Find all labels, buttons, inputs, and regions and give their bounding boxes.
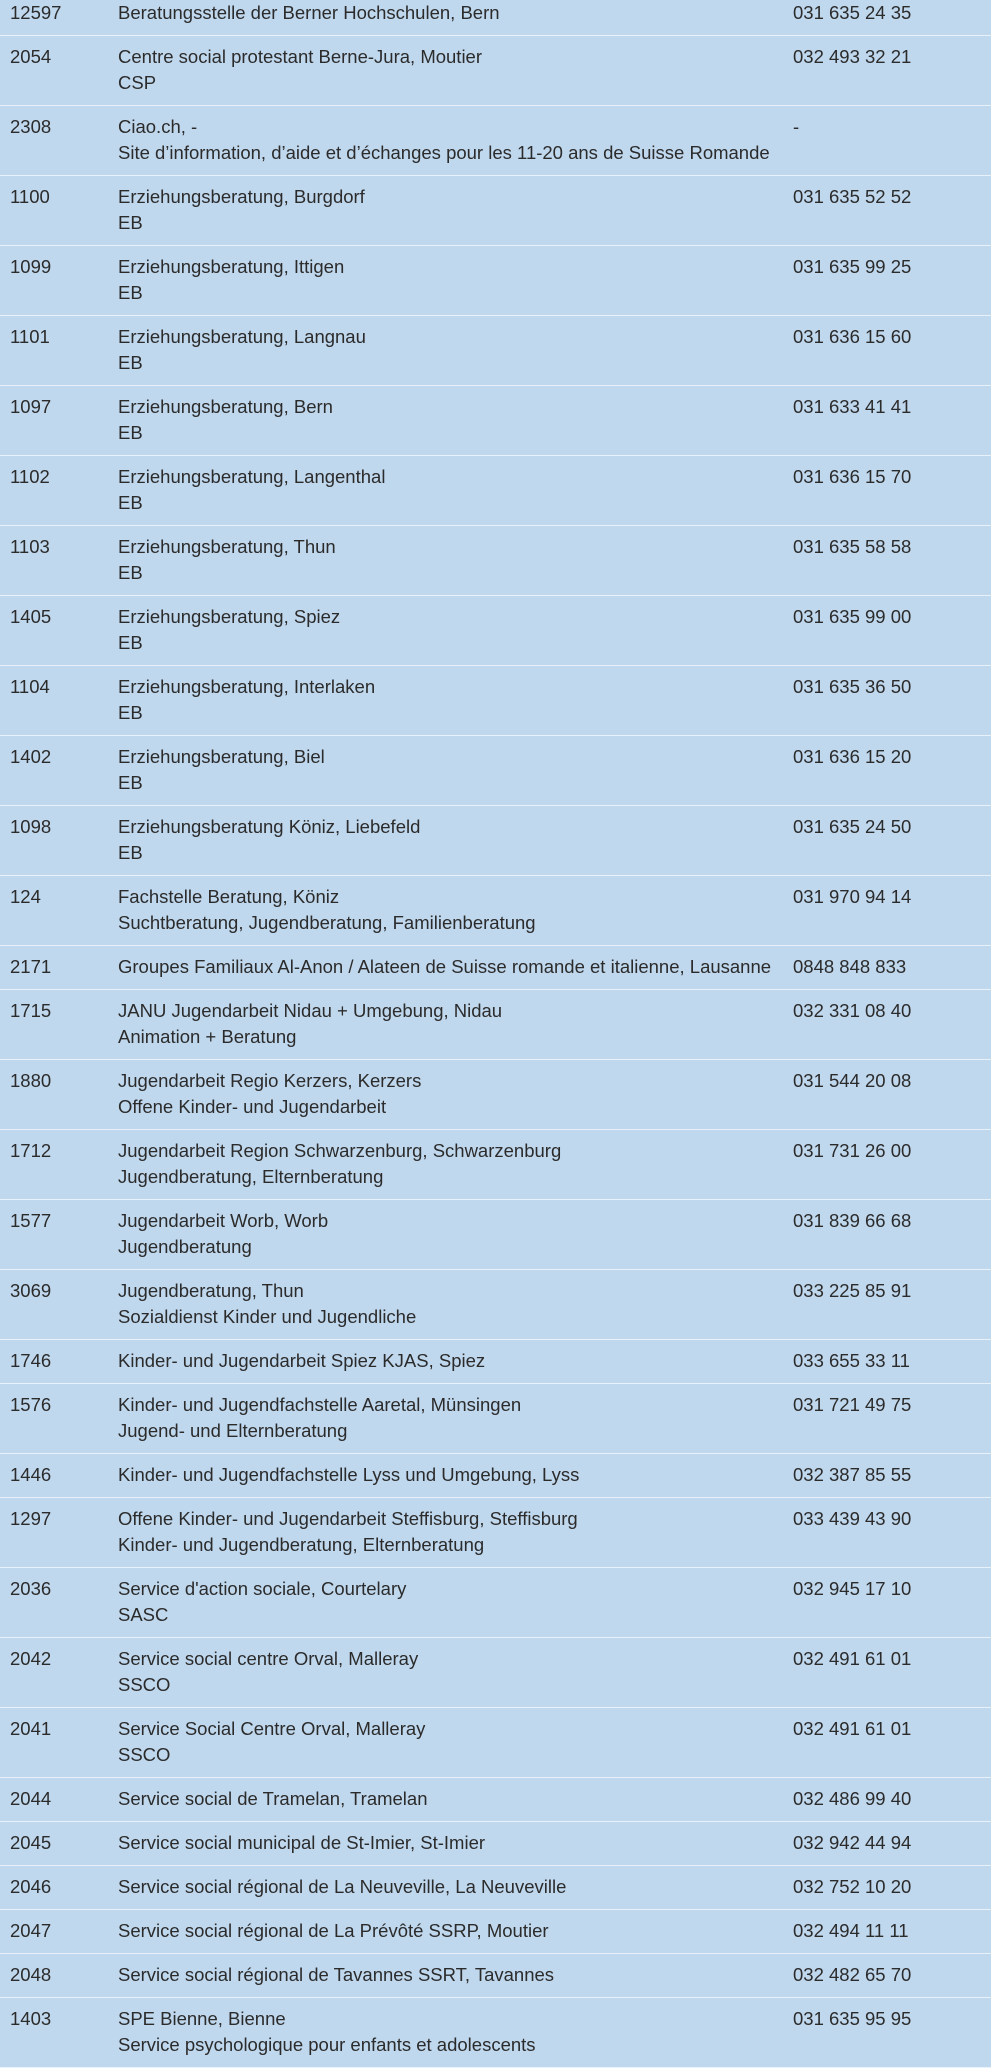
entry-name[interactable]: Jugendarbeit Regio Kerzers, Kerzers [118, 1070, 422, 1091]
entry-description: Kinder- und Jugendberatung, Elternberatung [118, 1534, 485, 1555]
entry-id: 2308 [0, 106, 118, 176]
table-row[interactable] [0, 1498, 991, 1568]
entry-name[interactable]: Centre social protestant Berne-Jura, Moutier [118, 46, 483, 67]
entry-name[interactable]: Service Social Centre Orval, Malleray [118, 1718, 426, 1739]
entry-name[interactable]: Erziehungsberatung, Biel [118, 746, 325, 767]
table-row[interactable] [0, 990, 991, 1060]
entry-id: 1880 [0, 1060, 118, 1130]
table-row[interactable] [0, 1270, 991, 1340]
entry-phone[interactable]: 031 635 24 35 [793, 0, 991, 36]
entry-description: SSCO [118, 1744, 171, 1765]
entry-name-cell [118, 526, 793, 596]
entry-description: EB [118, 702, 143, 723]
table-row[interactable] [0, 666, 991, 736]
entry-name-cell [118, 1060, 793, 1130]
entry-id: 2044 [0, 1778, 118, 1822]
entry-id: 1446 [0, 1454, 118, 1498]
table-row[interactable] [0, 456, 991, 526]
entry-name-cell [118, 1866, 793, 1910]
entry-name-cell [118, 456, 793, 526]
entry-phone[interactable]: 031 970 94 14 [793, 876, 991, 946]
entry-name-cell [118, 946, 793, 990]
entry-phone[interactable]: 031 839 66 68 [793, 1200, 991, 1270]
entry-name[interactable]: Service d'action sociale, Courtelary [118, 1578, 407, 1599]
entry-name[interactable]: Erziehungsberatung, Langnau [118, 326, 366, 347]
entry-name-cell [118, 176, 793, 246]
entry-phone[interactable]: 031 635 99 25 [793, 246, 991, 316]
entry-phone[interactable]: 032 486 99 40 [793, 1778, 991, 1822]
entry-phone[interactable]: 031 635 24 50 [793, 806, 991, 876]
entry-id: 1577 [0, 1200, 118, 1270]
table-row[interactable] [0, 1910, 991, 1954]
entry-name-cell [118, 1270, 793, 1340]
entry-description: Service psychologique pour enfants et adolescents [118, 2034, 536, 2055]
entry-description: SSCO [118, 1674, 171, 1695]
entry-description: CSP [118, 72, 157, 93]
entry-id: 1403 [0, 1998, 118, 2068]
entry-id: 2041 [0, 1708, 118, 1778]
entry-description: EB [118, 282, 143, 303]
table-row[interactable] [0, 1060, 991, 1130]
entry-phone[interactable]: 032 491 61 01 [793, 1708, 991, 1778]
entry-name[interactable]: Jugendarbeit Region Schwarzenburg, Schwarzenburg [118, 1140, 562, 1161]
entry-id: 1402 [0, 736, 118, 806]
entry-phone[interactable]: 031 636 15 70 [793, 456, 991, 526]
table-row[interactable] [0, 1340, 991, 1384]
entry-name[interactable]: Groupes Familiaux Al-Anon / Alateen de Suisse romande et italienne, Lausanne [118, 956, 772, 977]
entry-phone[interactable]: 032 331 08 40 [793, 990, 991, 1060]
entry-name[interactable]: Erziehungsberatung, Spiez [118, 606, 341, 627]
entry-phone[interactable]: 031 635 95 95 [793, 1998, 991, 2068]
table-row[interactable] [0, 736, 991, 806]
entry-name[interactable]: Kinder- und Jugendarbeit Spiez KJAS, Spiez [118, 1350, 486, 1371]
entry-id: 1405 [0, 596, 118, 666]
entry-description: EB [118, 632, 143, 653]
entry-name[interactable]: Ciao.ch, - [118, 116, 198, 137]
table-row[interactable] [0, 876, 991, 946]
entry-id: 2171 [0, 946, 118, 990]
entry-name[interactable]: Erziehungsberatung Köniz, Liebefeld [118, 816, 421, 837]
entry-name-cell [118, 1910, 793, 1954]
entry-name-cell [118, 1708, 793, 1778]
entry-id: 2054 [0, 36, 118, 106]
entry-name-cell [118, 1200, 793, 1270]
entry-name[interactable]: Jugendarbeit Worb, Worb [118, 1210, 329, 1231]
table-row[interactable] [0, 1866, 991, 1910]
entry-phone[interactable]: 032 945 17 10 [793, 1568, 991, 1638]
entry-name-cell [118, 596, 793, 666]
entry-name[interactable]: Service social centre Orval, Malleray [118, 1648, 419, 1669]
entry-description: Jugend- und Elternberatung [118, 1420, 348, 1441]
table-row[interactable] [0, 946, 991, 990]
entry-description: EB [118, 212, 143, 233]
entry-name-cell [118, 1638, 793, 1708]
table-row[interactable] [0, 36, 991, 106]
entry-name-cell [118, 1954, 793, 1998]
entry-name[interactable]: Erziehungsberatung, Interlaken [118, 676, 376, 697]
entry-name[interactable]: SPE Bienne, Bienne [118, 2008, 286, 2029]
entry-name[interactable]: JANU Jugendarbeit Nidau + Umgebung, Nidau [118, 1000, 503, 1021]
entry-name-cell [118, 1568, 793, 1638]
entry-id: 1099 [0, 246, 118, 316]
table-row[interactable] [0, 1384, 991, 1454]
entry-phone[interactable]: 032 752 10 20 [793, 1866, 991, 1910]
entry-description: Jugendberatung, Elternberatung [118, 1166, 384, 1187]
entry-phone[interactable]: 031 636 15 20 [793, 736, 991, 806]
entry-name[interactable]: Jugendberatung, Thun [118, 1280, 304, 1301]
entry-phone[interactable]: 032 493 32 21 [793, 36, 991, 106]
table-row[interactable] [0, 1998, 991, 2068]
entry-name-cell [118, 1130, 793, 1200]
entry-description: EB [118, 352, 143, 373]
entry-phone[interactable]: 031 731 26 00 [793, 1130, 991, 1200]
entry-name[interactable]: Erziehungsberatung, Bern [118, 396, 333, 417]
entry-name-cell [118, 106, 793, 176]
entry-description: Jugendberatung [118, 1236, 252, 1257]
entry-description: EB [118, 772, 143, 793]
entry-phone[interactable]: 031 636 15 60 [793, 316, 991, 386]
entry-id: 1103 [0, 526, 118, 596]
entry-description: SASC [118, 1604, 169, 1625]
entry-name[interactable]: Kinder- und Jugendfachstelle Lyss und Umgebung, Lyss [118, 1464, 580, 1485]
entry-id: 2048 [0, 1954, 118, 1998]
entry-phone[interactable]: 033 225 85 91 [793, 1270, 991, 1340]
entry-phone[interactable]: 032 387 85 55 [793, 1454, 991, 1498]
entry-name-cell [118, 246, 793, 316]
entry-name-cell [118, 1998, 793, 2068]
entry-phone[interactable]: - [793, 106, 991, 176]
table-row[interactable] [0, 1568, 991, 1638]
entry-name[interactable]: Service social régional de La Prévôté SSRP, Moutier [118, 1920, 549, 1941]
entry-name[interactable]: Service social régional de Tavannes SSRT, Tavannes [118, 1964, 555, 1985]
entry-phone[interactable]: 032 494 11 11 [793, 1910, 991, 1954]
entry-description: Animation + Beratung [118, 1026, 297, 1047]
entry-description: EB [118, 562, 143, 583]
entry-name[interactable]: Offene Kinder- und Jugendarbeit Steffisburg, Steffisburg [118, 1508, 578, 1529]
entry-id: 124 [0, 876, 118, 946]
entry-description: Suchtberatung, Jugendberatung, Familienberatung [118, 912, 536, 933]
entry-name-cell [118, 316, 793, 386]
entry-id: 1104 [0, 666, 118, 736]
table-row[interactable] [0, 386, 991, 456]
entry-phone[interactable]: 032 482 65 70 [793, 1954, 991, 1998]
entry-name-cell [118, 1384, 793, 1454]
entry-name-cell [118, 990, 793, 1060]
entry-name[interactable]: Kinder- und Jugendfachstelle Aaretal, Münsingen [118, 1394, 522, 1415]
entry-id: 2047 [0, 1910, 118, 1954]
table-row[interactable] [0, 526, 991, 596]
table-row[interactable] [0, 1708, 991, 1778]
entry-id: 1098 [0, 806, 118, 876]
entry-phone[interactable]: 031 633 41 41 [793, 386, 991, 456]
entry-phone[interactable]: 031 635 99 00 [793, 596, 991, 666]
entry-name-cell [118, 0, 793, 36]
entry-name-cell [118, 1454, 793, 1498]
entry-name[interactable]: Erziehungsberatung, Thun [118, 536, 336, 557]
entry-name[interactable]: Beratungsstelle der Berner Hochschulen, Bern [118, 2, 500, 23]
entry-id: 1101 [0, 316, 118, 386]
entry-phone[interactable]: 033 439 43 90 [793, 1498, 991, 1568]
entry-name-cell [118, 736, 793, 806]
table-row[interactable] [0, 316, 991, 386]
entry-id: 2036 [0, 1568, 118, 1638]
entry-name-cell [118, 1498, 793, 1568]
entry-name-cell [118, 386, 793, 456]
entry-description: Offene Kinder- und Jugendarbeit [118, 1096, 387, 1117]
entry-name[interactable]: Service social municipal de St-Imier, St-Imier [118, 1832, 486, 1853]
table-row[interactable] [0, 0, 991, 36]
table-row[interactable] [0, 1454, 991, 1498]
entry-phone[interactable]: 031 635 36 50 [793, 666, 991, 736]
entry-id: 1576 [0, 1384, 118, 1454]
entry-name-cell [118, 1822, 793, 1866]
entry-name-cell [118, 1340, 793, 1384]
entry-id: 1102 [0, 456, 118, 526]
entry-id: 1746 [0, 1340, 118, 1384]
entry-phone[interactable]: 0848 848 833 [793, 946, 991, 990]
table-row[interactable] [0, 106, 991, 176]
entry-name-cell [118, 36, 793, 106]
table-row[interactable] [0, 1954, 991, 1998]
entry-name[interactable]: Service social de Tramelan, Tramelan [118, 1788, 428, 1809]
entry-name[interactable]: Fachstelle Beratung, Köniz [118, 886, 340, 907]
table-row[interactable] [0, 1130, 991, 1200]
entry-name[interactable]: Service social régional de La Neuveville, La Neuveville [118, 1876, 567, 1897]
entry-phone[interactable]: 031 721 49 75 [793, 1384, 991, 1454]
entry-id: 2042 [0, 1638, 118, 1708]
entry-phone[interactable]: 031 544 20 08 [793, 1060, 991, 1130]
table-row[interactable] [0, 1638, 991, 1708]
entry-id: 1297 [0, 1498, 118, 1568]
entry-phone[interactable]: 033 655 33 11 [793, 1340, 991, 1384]
entry-phone[interactable]: 032 942 44 94 [793, 1822, 991, 1866]
entry-name-cell [118, 1778, 793, 1822]
entry-name[interactable]: Erziehungsberatung, Langenthal [118, 466, 386, 487]
table-row[interactable] [0, 596, 991, 666]
entry-name-cell [118, 666, 793, 736]
entry-id: 2046 [0, 1866, 118, 1910]
entry-description: EB [118, 422, 143, 443]
entry-description: EB [118, 842, 143, 863]
entry-name[interactable]: Erziehungsberatung, Burgdorf [118, 186, 365, 207]
entry-description: Sozialdienst Kinder und Jugendliche [118, 1306, 417, 1327]
entry-id: 1097 [0, 386, 118, 456]
entry-phone[interactable]: 032 491 61 01 [793, 1638, 991, 1708]
table-row[interactable] [0, 1200, 991, 1270]
entry-phone[interactable]: 031 635 58 58 [793, 526, 991, 596]
entry-name-cell [118, 876, 793, 946]
entry-id: 1715 [0, 990, 118, 1060]
entry-id: 2045 [0, 1822, 118, 1866]
entry-id: 3069 [0, 1270, 118, 1340]
table-row[interactable] [0, 176, 991, 246]
entry-id: 12597 [0, 0, 118, 36]
entry-name[interactable]: Erziehungsberatung, Ittigen [118, 256, 345, 277]
entry-description: Site d’information, d’aide et d’échanges pour les 11-20 ans de Suisse Romande [118, 142, 770, 163]
table-row[interactable] [0, 246, 991, 316]
table-row[interactable] [0, 1778, 991, 1822]
table-row[interactable] [0, 1822, 991, 1866]
entry-description: EB [118, 492, 143, 513]
entry-name-cell [118, 806, 793, 876]
entry-id: 1712 [0, 1130, 118, 1200]
entry-phone[interactable]: 031 635 52 52 [793, 176, 991, 246]
entry-id: 1100 [0, 176, 118, 246]
table-row[interactable] [0, 806, 991, 876]
